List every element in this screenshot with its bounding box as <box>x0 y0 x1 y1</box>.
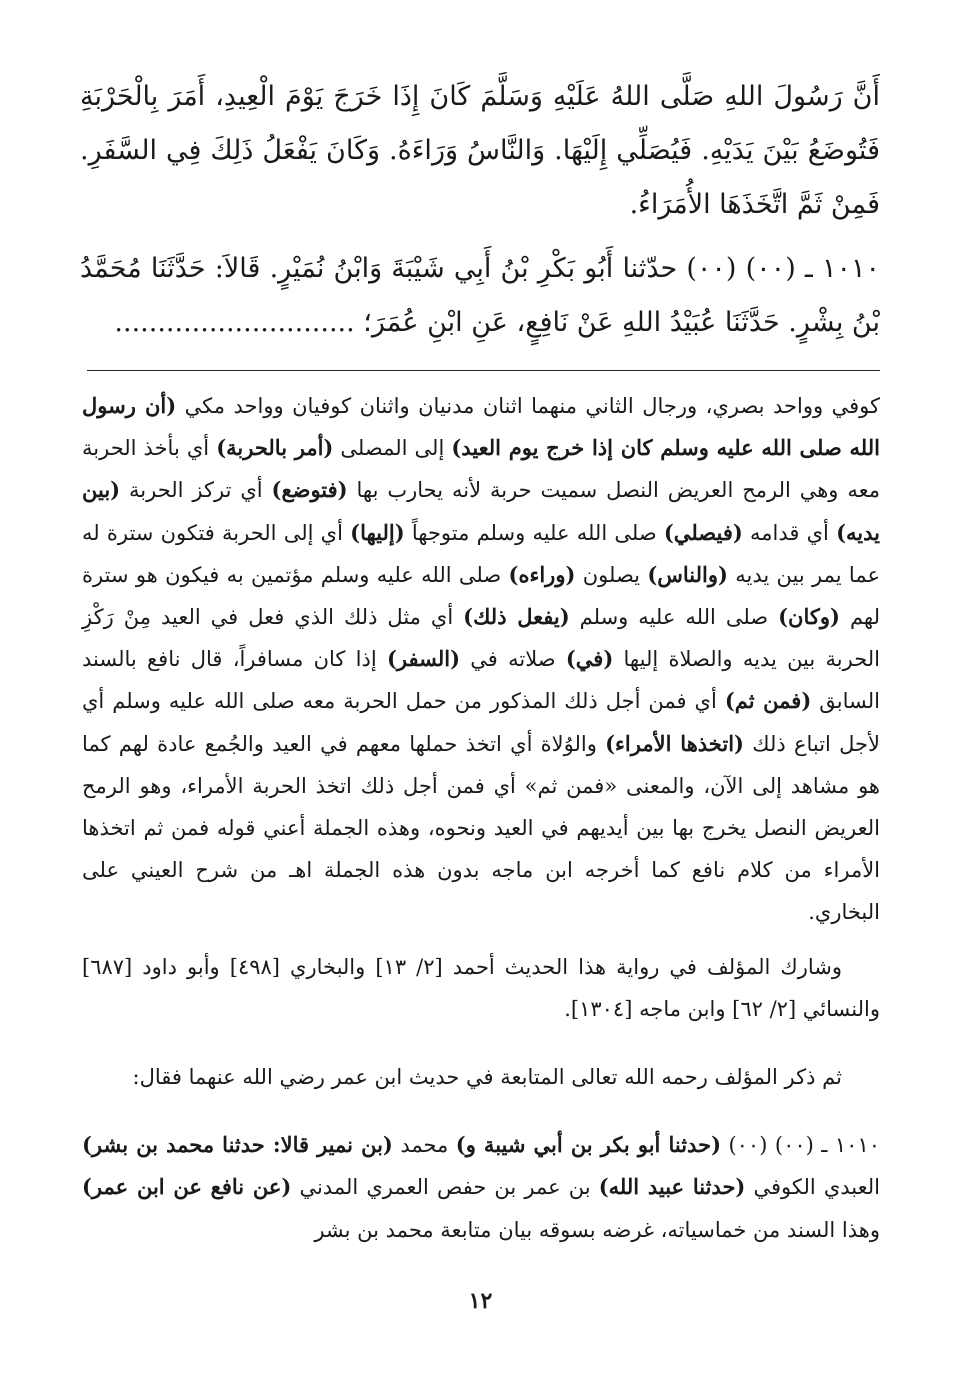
page-number: ١٢ <box>468 1288 493 1314</box>
bold-matn-quote: (في) <box>565 646 614 672</box>
commentary-text: محمد <box>392 1133 456 1158</box>
bold-matn-quote: (فتوضع) <box>271 477 348 503</box>
commentary-text: يصلون <box>575 562 648 587</box>
hadith-text-block <box>80 70 880 350</box>
commentary-text: وهذا السند من خماسياته، غرضه بسوقه بيان متابعة محمد بن بشر <box>314 1217 880 1242</box>
hadith-isnad: ١٠١٠ ـ (٠٠) (٠٠) حدّثنا أَبُو بَكْرِ بْنُ أَبِي شَيْبَةَ وَابْنُ نُمَيْرٍ. قَالاَ: حَدَّثَنَا مُحَمَّدُ بْنُ بِشْرٍ. حَدَّثَنَا عُبَيْدُ اللهِ عَنْ نَافِعٍ، عَنِ ابْنِ عُمَرَ؛ ............................ <box>80 253 880 338</box>
takhrij-text: وشارك المؤلف في رواية هذا الحديث أحمد [٢/ ١٣] والبخاري [٤٩٨] وأبو داود [٦٨٧] والنسائي [٢/ ٦٢] وابن ماجه [١٣٠٤]. <box>82 954 880 1021</box>
commentary-text: إذا كان مسافراً، قال نافع بالسند السابق <box>82 647 880 714</box>
commentary-paragraph-2 <box>82 946 880 1030</box>
bold-matn-quote: (بن نمير قالا: حدثنا محمد بن بشر) <box>82 1132 393 1158</box>
commentary-paragraph-3 <box>82 1056 880 1098</box>
bold-matn-quote: (وكان) <box>778 604 840 630</box>
commentary-text: ١٠١٠ ـ (٠٠) (٠٠) <box>721 1133 881 1158</box>
commentary-text: العبدي الكوفي <box>745 1175 881 1200</box>
bold-matn-quote: (حدثنا عبيد الله) <box>598 1174 746 1200</box>
commentary-text: إلى المصلى <box>333 436 452 461</box>
commentary-text: أي قدامه <box>742 520 837 545</box>
bold-matn-quote: (وراءه) <box>508 561 576 587</box>
bold-matn-quote: (السفر) <box>386 646 461 672</box>
commentary-text: أي مثل ذلك الذي فعل في العيد مِنْ رَكْزِ الحربة بين يديه والصلاة إليها <box>82 605 880 672</box>
bold-matn-quote: (حدثنا أبو بكر بن أبي شيبة و) <box>455 1132 721 1158</box>
separator-line <box>87 370 880 371</box>
commentary-text: صلاته في <box>460 647 566 672</box>
commentary-text: أي فمن أجل ذلك المذكور من حمل الحربة معه صلى الله عليه وسلم أي لأجل اتباع ذلك <box>82 689 881 756</box>
commentary-text: أي تركز الحربة <box>120 478 272 503</box>
bold-matn-quote: (اتخذها الأمراء) <box>605 730 744 756</box>
bold-matn-quote: (عن نافع عن ابن عمر) <box>82 1174 292 1200</box>
commentary-text: أي إلى الحربة فتكون سترة له عما يمر بين يديه <box>82 520 881 587</box>
commentary-paragraph-1 <box>82 385 880 934</box>
mutabaa-intro: ثم ذكر المؤلف رحمه الله تعالى المتابعة في حديث ابن عمر رضي الله عنهما فقال: <box>132 1065 842 1090</box>
commentary-paragraph-4 <box>82 1124 880 1251</box>
commentary-text: والوُلاة أي اتخذ حملها معهم في العيد والجُمع عادة لهم كما هو مشاهد إلى الآن، والمعنى «فمن ثم» أي فمن أجل ذلك اتخذ الحربة الأمراء، وهو الرمح العريض النصل يخرج بها بين أيديهم في العيد ونحوه، وهذه الجملة أعني قوله فمن ثم اتخذها الأمراء من كلام نافع كما أخرجه ابن ماجه بدون هذه الجملة اهـ من شرح العيني على البخاري. <box>82 731 880 925</box>
bold-matn-quote: (يفعل ذلك) <box>463 604 570 630</box>
commentary-text: أي بأخذ الحربة معه وهي الرمح العريض النصل سميت حربة لأنه يحارب بها <box>82 436 880 503</box>
commentary-text: بن عمر بن حفص العمري المدني <box>291 1175 599 1200</box>
bold-matn-quote: (فمن ثم) <box>724 688 812 714</box>
bold-matn-quote: (أمر بالحربة) <box>216 435 334 461</box>
commentary-text: صلى الله عليه وسلم <box>569 605 779 630</box>
bold-matn-quote: (إليها) <box>350 519 405 545</box>
commentary-text: كوفي وواحد بصري، ورجال الثاني منهما اثنان مدنيان واثنان كوفيان وواحد مكي <box>176 394 880 418</box>
bold-matn-quote: (والناس) <box>647 561 728 587</box>
bold-matn-quote: (أن رسول الله صلى الله عليه وسلم كان إذا خرج يوم العيد) <box>82 393 880 461</box>
bold-matn-quote: (بين يديه) <box>82 477 881 545</box>
hadith-matn: أَنَّ رَسُولَ اللهِ صَلَّى اللهُ عَلَيْهِ وَسَلَّمَ كَانَ إِذَا خَرَجَ يَوْمَ الْعِيدِ، أَمَرَ بِالْحَرْبَةِ فَتُوضَعُ بَيْنَ يَدَيْهِ. فَيُصَلِّي إِلَيْهَا. وَالنَّاسُ وَرَاءَهُ. وَكَانَ يَفْعَلُ ذَلِكَ فِي السَّفَرِ. فَمِنْ ثَمَّ اتَّخَذَهَا الأُمَرَاءُ. <box>80 81 880 220</box>
commentary-text: صلى الله عليه وسلم مؤتمين به فيكون هو سترة لهم <box>82 562 881 630</box>
commentary-text: صلى الله عليه وسلم متوجهاً <box>404 520 664 545</box>
commentary-block <box>82 385 880 1251</box>
bold-matn-quote: (فيصلي) <box>663 519 743 545</box>
